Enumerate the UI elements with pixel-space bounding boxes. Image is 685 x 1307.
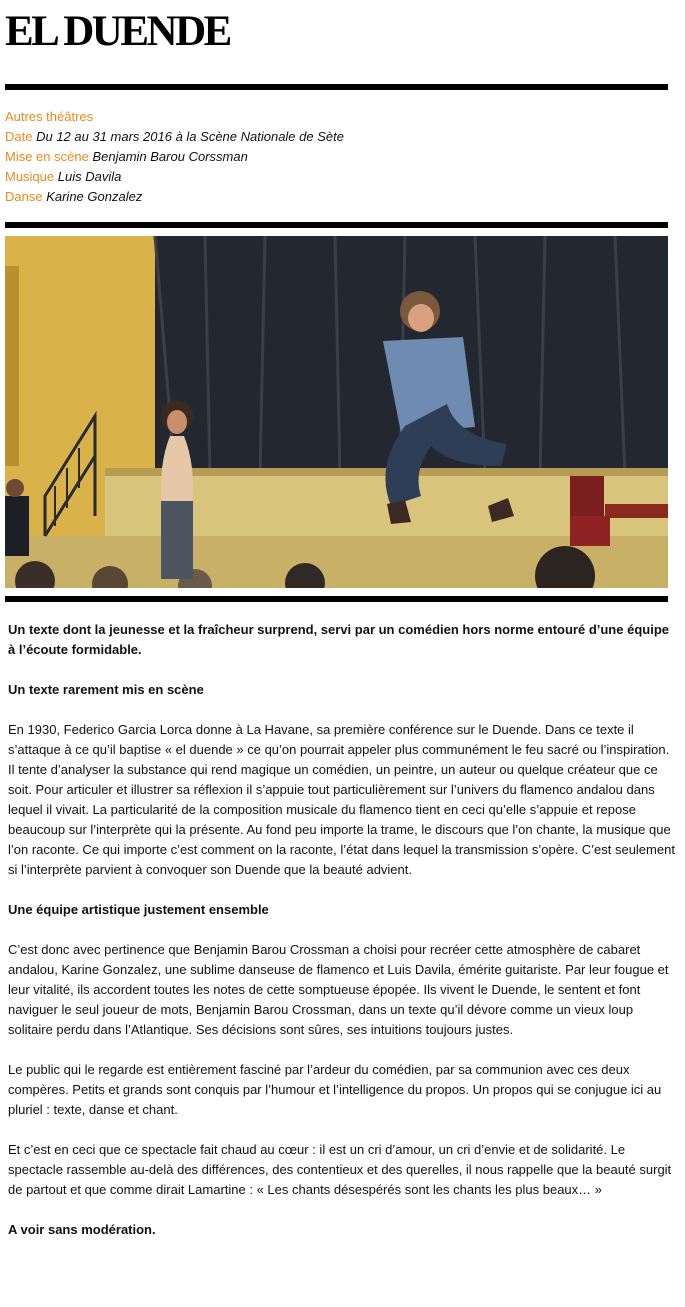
category-row (5, 107, 344, 127)
section-heading-2: Une équipe artistique justement ensemble (8, 902, 269, 917)
date-label: Date (5, 129, 33, 144)
paragraph-3: Le public qui le regarde est entièrement fasciné par l’ardeur du comédien, par sa communion avec ces deux compères. Petits et grands sont conquis par l’humour et l’intelligence du propos. Un propos qui se conjugue ici au pluriel : texte, danse et chant. (8, 1062, 662, 1117)
divider-middle (5, 222, 668, 228)
music-value: Luis Davila (57, 169, 122, 184)
dance-row (5, 187, 344, 207)
section-heading-1: Un texte rarement mis en scène (8, 682, 204, 697)
paragraph-1: En 1930, Federico Garcia Lorca donne à La Havane, sa première conférence sur le Duende. Dans ce texte il s’attaque à ce qu’il baptise « el duende » ce qu’on pourrait appeler plus communément le feu sacré ou l’inspiration. Il tente d’analyser la substance qui rend magique un comédien, un peintre, un auteur ou quelque créateur que ce soit. Pour articuler et illustrer sa réflexion il s’appuie tout particulièrement sur l’univers du flamenco andalou dans lequel il vivait. La particularité de la composition musicale du flamenco tient en ceci qu’elle s’appuie et repose beaucoup sur l’interprète qui la présente. Au fond peu importe la trame, le discours que l’on chante, la musique que l’on raconte. Ce qui importe c’est comment on la raconte, l’état dans lequel la transmission s’opère. C’est seulement si l’interprète parvient à convoquer son Duende que la beauté advient. (8, 722, 675, 877)
divider-bottom (5, 596, 668, 602)
director-label: Mise en scène (5, 149, 89, 164)
photo-illustration (5, 236, 668, 588)
article-intro: Un texte dont la jeunesse et la fraîcheur surprend, servi par un comédien hors norme entouré d’une équipe à l’écoute formidable. (8, 622, 669, 657)
dance-label: Danse (5, 189, 43, 204)
paragraph-2: C’est donc avec pertinence que Benjamin Barou Crossman a choisi pour recréer cette atmosphère de cabaret andalou, Karine Gonzalez, une sublime danseuse de flamenco et Luis Davila, émérite guitariste. Par leur fougue et leur vitalité, ils accordent toutes les notes de cette somptueuse épopée. Ils vivent le Duende, le sentent et font naviguer le seul joueur de mots, Benjamin Barou Crossman, dans un texte qu’il dévore comme un vieux loup solitaire perdu dans l’Atlantique. Ses décisions sont sûres, ses intuitions toujours justes. (8, 942, 669, 1037)
director-value: Benjamin Barou Corssman (92, 149, 248, 164)
article-body (8, 620, 678, 1260)
director-row (5, 147, 344, 167)
category-link[interactable]: Autres théâtres (5, 109, 94, 124)
dance-value: Karine Gonzalez (46, 189, 143, 204)
music-label: Musique (5, 169, 55, 184)
divider-top (5, 84, 668, 90)
date-value: Du 12 au 31 mars 2016 à la Scène Nationale de Sète (36, 129, 344, 144)
closing-line: A voir sans modération. (8, 1222, 156, 1237)
date-row (5, 127, 344, 147)
music-row (5, 167, 344, 187)
paragraph-4: Et c’est en ceci que ce spectacle fait chaud au cœur : il est un cri d’amour, un cri d’envie et de solidarité. Le spectacle rassemble au-delà des différences, des contentieux et des querelles, il nous rappelle que la beauté surgit de partout et que comme dirait Lamartine : « Les chants désespérés sont les chants les plus beaux… » (8, 1142, 672, 1197)
show-info (5, 107, 344, 207)
stage-performance-photo (5, 236, 668, 588)
page-title: EL DUENDE (5, 8, 230, 55)
